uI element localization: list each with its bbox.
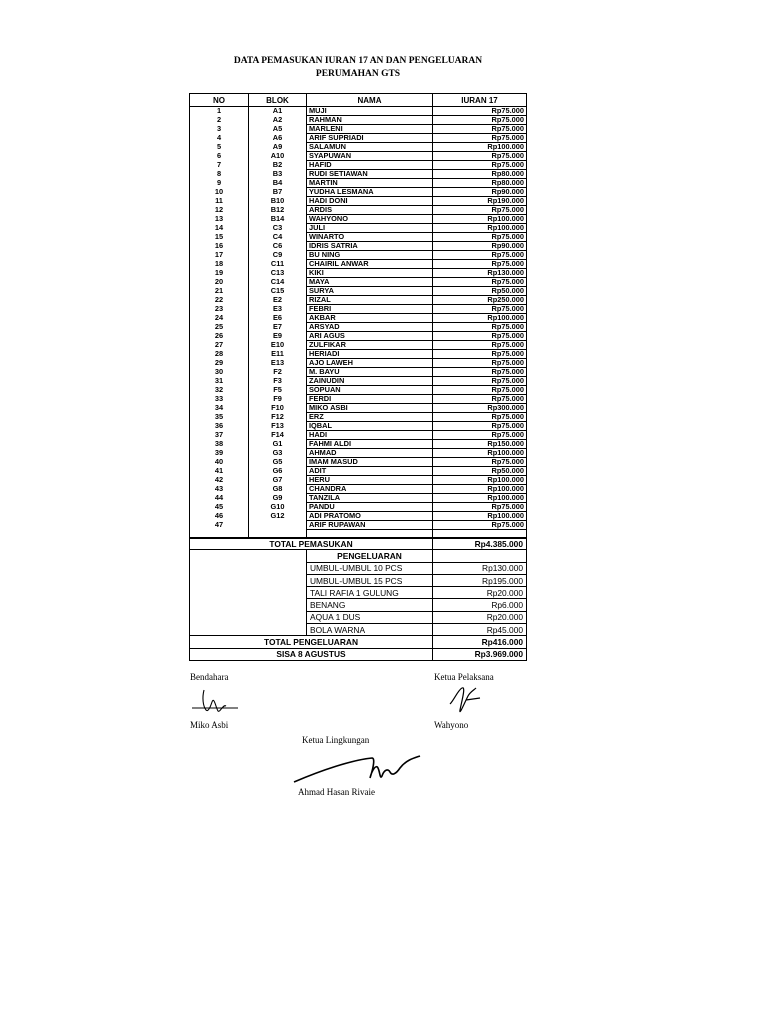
row-no: 42	[190, 476, 249, 485]
row-no: 41	[190, 467, 249, 476]
row-iuran: Rp300.000	[433, 404, 527, 413]
row-blok: F14	[249, 431, 307, 440]
row-blok: E2	[249, 296, 307, 305]
row-no: 37	[190, 431, 249, 440]
row-nama: ZULFIKAR	[307, 341, 433, 350]
row-iuran: Rp50.000	[433, 287, 527, 296]
row-nama: IMAM MASUD	[307, 458, 433, 467]
row-nama: MARTIN	[307, 179, 433, 188]
row-iuran: Rp80.000	[433, 179, 527, 188]
document-title-line1: DATA PEMASUKAN IURAN 17 AN DAN PENGELUARAN	[233, 56, 483, 66]
row-nama: HERIADI	[307, 350, 433, 359]
row-blok: B10	[249, 197, 307, 206]
row-blok: G7	[249, 476, 307, 485]
row-no: 6	[190, 152, 249, 161]
row-blok: A1	[249, 107, 307, 116]
table-row	[190, 107, 527, 116]
pengeluaran-item: BENANG	[307, 599, 433, 611]
row-nama: ADIT	[307, 467, 433, 476]
total-pengeluaran-label: TOTAL PENGELUARAN	[190, 636, 433, 648]
row-nama: SURYA	[307, 287, 433, 296]
row-blok: A6	[249, 134, 307, 143]
table-row	[190, 197, 527, 206]
table-row	[190, 143, 527, 152]
row-iuran: Rp190.000	[433, 197, 527, 206]
row-nama: CHANDRA	[307, 485, 433, 494]
ketua-lingkungan-name: Ahmad Hasan Rivaie	[298, 787, 375, 797]
table-row	[190, 206, 527, 215]
table-row	[190, 440, 527, 449]
bendahara-name: Miko Asbi	[190, 720, 229, 730]
table-row	[190, 296, 527, 305]
row-blok: E3	[249, 305, 307, 314]
row-iuran: Rp75.000	[433, 350, 527, 359]
iuran-table	[189, 93, 527, 539]
table-row	[190, 503, 527, 512]
row-iuran: Rp75.000	[433, 422, 527, 431]
row-nama: HADI DONI	[307, 197, 433, 206]
table-row	[190, 521, 527, 530]
row-nama: IQBAL	[307, 422, 433, 431]
table-row	[190, 116, 527, 125]
table-row	[190, 269, 527, 278]
table-row	[190, 314, 527, 323]
table-row	[190, 233, 527, 242]
bendahara-role: Bendahara	[190, 672, 229, 682]
pengeluaran-amount: Rp20.000	[433, 587, 527, 599]
table-row	[190, 188, 527, 197]
row-iuran: Rp75.000	[433, 278, 527, 287]
row-blok: A2	[249, 116, 307, 125]
row-nama: TANZILA	[307, 494, 433, 503]
row-nama: PANDU	[307, 503, 433, 512]
row-nama: MARLENI	[307, 125, 433, 134]
row-no: 19	[190, 269, 249, 278]
row-blok: C14	[249, 278, 307, 287]
row-iuran: Rp75.000	[433, 458, 527, 467]
pengeluaran-header-row	[190, 550, 527, 562]
row-iuran: Rp75.000	[433, 134, 527, 143]
table-row	[190, 179, 527, 188]
row-blok: F13	[249, 422, 307, 431]
row-blok: G9	[249, 494, 307, 503]
pengeluaran-row	[190, 587, 527, 599]
row-nama: HADI	[307, 431, 433, 440]
table-row	[190, 431, 527, 440]
total-pemasukan-label: TOTAL PEMASUKAN	[190, 538, 433, 550]
row-blok: E13	[249, 359, 307, 368]
row-iuran: Rp100.000	[433, 449, 527, 458]
table-row	[190, 242, 527, 251]
row-no: 27	[190, 341, 249, 350]
header-blok: BLOK	[249, 94, 307, 107]
row-nama: YUDHA LESMANA	[307, 188, 433, 197]
row-no: 3	[190, 125, 249, 134]
row-no: 7	[190, 161, 249, 170]
row-no: 39	[190, 449, 249, 458]
row-nama: AKBAR	[307, 314, 433, 323]
table-row	[190, 161, 527, 170]
row-blok: B4	[249, 179, 307, 188]
row-blok: C9	[249, 251, 307, 260]
row-blok: C11	[249, 260, 307, 269]
row-nama: CHAIRIL ANWAR	[307, 260, 433, 269]
bendahara-signature	[190, 684, 250, 720]
row-nama: JULI	[307, 224, 433, 233]
table-row	[190, 134, 527, 143]
row-blok: A9	[249, 143, 307, 152]
table-row	[190, 341, 527, 350]
pengeluaran-amount: Rp6.000	[433, 599, 527, 611]
row-no: 45	[190, 503, 249, 512]
row-blok: C3	[249, 224, 307, 233]
row-no: 22	[190, 296, 249, 305]
row-blok: E10	[249, 341, 307, 350]
table-row	[190, 494, 527, 503]
row-iuran: Rp75.000	[433, 359, 527, 368]
row-no: 35	[190, 413, 249, 422]
row-no: 17	[190, 251, 249, 260]
row-nama: KIKI	[307, 269, 433, 278]
total-pemasukan-value: Rp4.385.000	[433, 538, 527, 550]
ketua-pelaksana-signature	[444, 682, 494, 718]
row-blok: F12	[249, 413, 307, 422]
row-nama: MAYA	[307, 278, 433, 287]
total-pengeluaran-value: Rp416.000	[433, 636, 527, 648]
table-row	[190, 260, 527, 269]
row-nama: ARIF SUPRIADI	[307, 134, 433, 143]
row-blok: G8	[249, 485, 307, 494]
row-nama: HERU	[307, 476, 433, 485]
row-nama: MUJI	[307, 107, 433, 116]
row-iuran: Rp75.000	[433, 233, 527, 242]
table-header-row	[190, 94, 527, 107]
row-nama: ARSYAD	[307, 323, 433, 332]
row-iuran: Rp75.000	[433, 125, 527, 134]
row-no: 2	[190, 116, 249, 125]
row-iuran: Rp75.000	[433, 503, 527, 512]
row-no: 29	[190, 359, 249, 368]
row-nama: HAFID	[307, 161, 433, 170]
row-iuran: Rp50.000	[433, 467, 527, 476]
row-nama: ARI AGUS	[307, 332, 433, 341]
ketua-lingkungan-role: Ketua Lingkungan	[302, 735, 370, 745]
row-no: 46	[190, 512, 249, 521]
row-blok: C15	[249, 287, 307, 296]
sisa-value: Rp3.969.000	[433, 648, 527, 660]
row-blok: G6	[249, 467, 307, 476]
row-iuran: Rp100.000	[433, 485, 527, 494]
row-iuran: Rp100.000	[433, 476, 527, 485]
table-row	[190, 512, 527, 521]
row-nama: FAHMI ALDI	[307, 440, 433, 449]
row-iuran: Rp75.000	[433, 395, 527, 404]
row-blok: B3	[249, 170, 307, 179]
pengeluaran-amount: Rp130.000	[433, 562, 527, 574]
row-iuran: Rp75.000	[433, 116, 527, 125]
row-iuran: Rp75.000	[433, 332, 527, 341]
table-row	[190, 350, 527, 359]
row-no: 40	[190, 458, 249, 467]
row-no: 43	[190, 485, 249, 494]
row-no: 18	[190, 260, 249, 269]
row-blok: A10	[249, 152, 307, 161]
row-iuran: Rp75.000	[433, 386, 527, 395]
pengeluaran-amount: Rp195.000	[433, 574, 527, 586]
row-iuran: Rp75.000	[433, 161, 527, 170]
summary-table	[189, 537, 527, 661]
row-iuran: Rp75.000	[433, 368, 527, 377]
ketua-pelaksana-role: Ketua Pelaksana	[434, 672, 494, 682]
row-blok: G10	[249, 503, 307, 512]
row-iuran: Rp90.000	[433, 242, 527, 251]
table-row	[190, 467, 527, 476]
row-no: 30	[190, 368, 249, 377]
row-blok: G5	[249, 458, 307, 467]
row-iuran: Rp250.000	[433, 296, 527, 305]
row-iuran: Rp100.000	[433, 143, 527, 152]
total-pengeluaran-row	[190, 636, 527, 648]
table-row	[190, 404, 527, 413]
table-row	[190, 368, 527, 377]
row-iuran: Rp75.000	[433, 152, 527, 161]
row-no: 12	[190, 206, 249, 215]
row-no: 32	[190, 386, 249, 395]
row-iuran: Rp80.000	[433, 170, 527, 179]
table-row	[190, 359, 527, 368]
pengeluaran-label: PENGELUARAN	[307, 550, 433, 562]
row-nama: AJO LAWEH	[307, 359, 433, 368]
row-nama: RUDI SETIAWAN	[307, 170, 433, 179]
row-nama: WAHYONO	[307, 215, 433, 224]
table-row	[190, 476, 527, 485]
row-iuran: Rp75.000	[433, 107, 527, 116]
row-no: 15	[190, 233, 249, 242]
row-nama: RIZAL	[307, 296, 433, 305]
row-no: 11	[190, 197, 249, 206]
row-iuran: Rp100.000	[433, 314, 527, 323]
row-blok: F9	[249, 395, 307, 404]
row-nama: ZAINUDIN	[307, 377, 433, 386]
table-row	[190, 449, 527, 458]
row-blok: E9	[249, 332, 307, 341]
row-nama: BU NING	[307, 251, 433, 260]
row-nama: SYAPUWAN	[307, 152, 433, 161]
row-nama: SALAMUN	[307, 143, 433, 152]
table-row	[190, 422, 527, 431]
row-blok: E7	[249, 323, 307, 332]
row-no: 13	[190, 215, 249, 224]
pengeluaran-item: UMBUL-UMBUL 15 PCS	[307, 574, 433, 586]
pengeluaran-item: BOLA WARNA	[307, 624, 433, 636]
table-row	[190, 287, 527, 296]
row-iuran: Rp75.000	[433, 431, 527, 440]
row-nama: MIKO ASBI	[307, 404, 433, 413]
table-row	[190, 125, 527, 134]
row-nama: ERZ	[307, 413, 433, 422]
row-no: 47	[190, 521, 249, 530]
row-nama: FEBRI	[307, 305, 433, 314]
table-row	[190, 377, 527, 386]
header-iuran: IURAN 17	[433, 94, 527, 107]
row-nama: FERDI	[307, 395, 433, 404]
row-no: 26	[190, 332, 249, 341]
row-blok: G3	[249, 449, 307, 458]
row-blok: E6	[249, 314, 307, 323]
row-blok: G1	[249, 440, 307, 449]
row-blok: A5	[249, 125, 307, 134]
row-no: 31	[190, 377, 249, 386]
row-iuran: Rp75.000	[433, 377, 527, 386]
pengeluaran-item: TALI RAFIA 1 GULUNG	[307, 587, 433, 599]
pengeluaran-amount: Rp45.000	[433, 624, 527, 636]
row-iuran: Rp75.000	[433, 341, 527, 350]
row-no: 20	[190, 278, 249, 287]
table-row	[190, 413, 527, 422]
table-row	[190, 278, 527, 287]
row-nama: IDRIS SATRIA	[307, 242, 433, 251]
row-iuran: Rp100.000	[433, 224, 527, 233]
pengeluaran-item: UMBUL-UMBUL 10 PCS	[307, 562, 433, 574]
row-iuran: Rp75.000	[433, 251, 527, 260]
row-blok: E11	[249, 350, 307, 359]
header-no: NO	[190, 94, 249, 107]
row-blok: F2	[249, 368, 307, 377]
row-nama: ADI PRATOMO	[307, 512, 433, 521]
row-blok	[249, 521, 307, 530]
row-blok: F5	[249, 386, 307, 395]
table-row	[190, 395, 527, 404]
sisa-label: SISA 8 AGUSTUS	[190, 648, 433, 660]
row-no: 10	[190, 188, 249, 197]
row-iuran: Rp75.000	[433, 206, 527, 215]
table-row	[190, 251, 527, 260]
row-iuran: Rp75.000	[433, 413, 527, 422]
table-row	[190, 215, 527, 224]
table-row	[190, 170, 527, 179]
row-nama: WINARTO	[307, 233, 433, 242]
row-iuran: Rp100.000	[433, 215, 527, 224]
row-nama: RAHMAN	[307, 116, 433, 125]
row-no: 28	[190, 350, 249, 359]
row-no: 4	[190, 134, 249, 143]
row-no: 8	[190, 170, 249, 179]
table-row	[190, 386, 527, 395]
pengeluaran-item: AQUA 1 DUS	[307, 611, 433, 623]
row-iuran: Rp100.000	[433, 494, 527, 503]
pengeluaran-row	[190, 624, 527, 636]
row-iuran: Rp75.000	[433, 260, 527, 269]
row-iuran: Rp90.000	[433, 188, 527, 197]
pengeluaran-row	[190, 574, 527, 586]
row-no: 36	[190, 422, 249, 431]
row-nama: SOPUAN	[307, 386, 433, 395]
pengeluaran-list	[190, 562, 527, 636]
row-no: 34	[190, 404, 249, 413]
row-no: 25	[190, 323, 249, 332]
table-row	[190, 332, 527, 341]
row-no: 14	[190, 224, 249, 233]
row-no: 1	[190, 107, 249, 116]
row-iuran: Rp75.000	[433, 305, 527, 314]
row-blok: F3	[249, 377, 307, 386]
row-no: 16	[190, 242, 249, 251]
table-row	[190, 224, 527, 233]
table-row	[190, 458, 527, 467]
row-iuran: Rp75.000	[433, 521, 527, 530]
row-nama: ARIF RUPAWAN	[307, 521, 433, 530]
pengeluaran-row	[190, 611, 527, 623]
row-iuran: Rp100.000	[433, 512, 527, 521]
row-blok: C4	[249, 233, 307, 242]
ketua-pelaksana-name: Wahyono	[434, 720, 469, 730]
table-row	[190, 152, 527, 161]
pengeluaran-row	[190, 562, 527, 574]
pengeluaran-amount: Rp20.000	[433, 611, 527, 623]
row-iuran: Rp150.000	[433, 440, 527, 449]
row-blok: B7	[249, 188, 307, 197]
pengeluaran-row	[190, 599, 527, 611]
header-nama: NAMA	[307, 94, 433, 107]
row-no: 24	[190, 314, 249, 323]
row-no: 23	[190, 305, 249, 314]
row-no: 44	[190, 494, 249, 503]
row-nama: AHMAD	[307, 449, 433, 458]
total-pemasukan-row	[190, 538, 527, 550]
row-nama: M. BAYU	[307, 368, 433, 377]
row-blok: F10	[249, 404, 307, 413]
row-nama: ARDIS	[307, 206, 433, 215]
row-iuran: Rp130.000	[433, 269, 527, 278]
row-no: 33	[190, 395, 249, 404]
row-iuran: Rp75.000	[433, 323, 527, 332]
row-no: 9	[190, 179, 249, 188]
table-body	[190, 107, 527, 539]
table-row	[190, 323, 527, 332]
row-no: 38	[190, 440, 249, 449]
row-blok: C13	[249, 269, 307, 278]
row-no: 21	[190, 287, 249, 296]
row-no: 5	[190, 143, 249, 152]
ketua-lingkungan-signature	[292, 750, 427, 790]
row-blok: B12	[249, 206, 307, 215]
document-title-line2: PERUMAHAN GTS	[315, 69, 401, 79]
row-blok: G12	[249, 512, 307, 521]
row-blok: B14	[249, 215, 307, 224]
row-blok: B2	[249, 161, 307, 170]
sisa-row	[190, 648, 527, 660]
row-blok: C6	[249, 242, 307, 251]
table-row	[190, 485, 527, 494]
table-row	[190, 305, 527, 314]
